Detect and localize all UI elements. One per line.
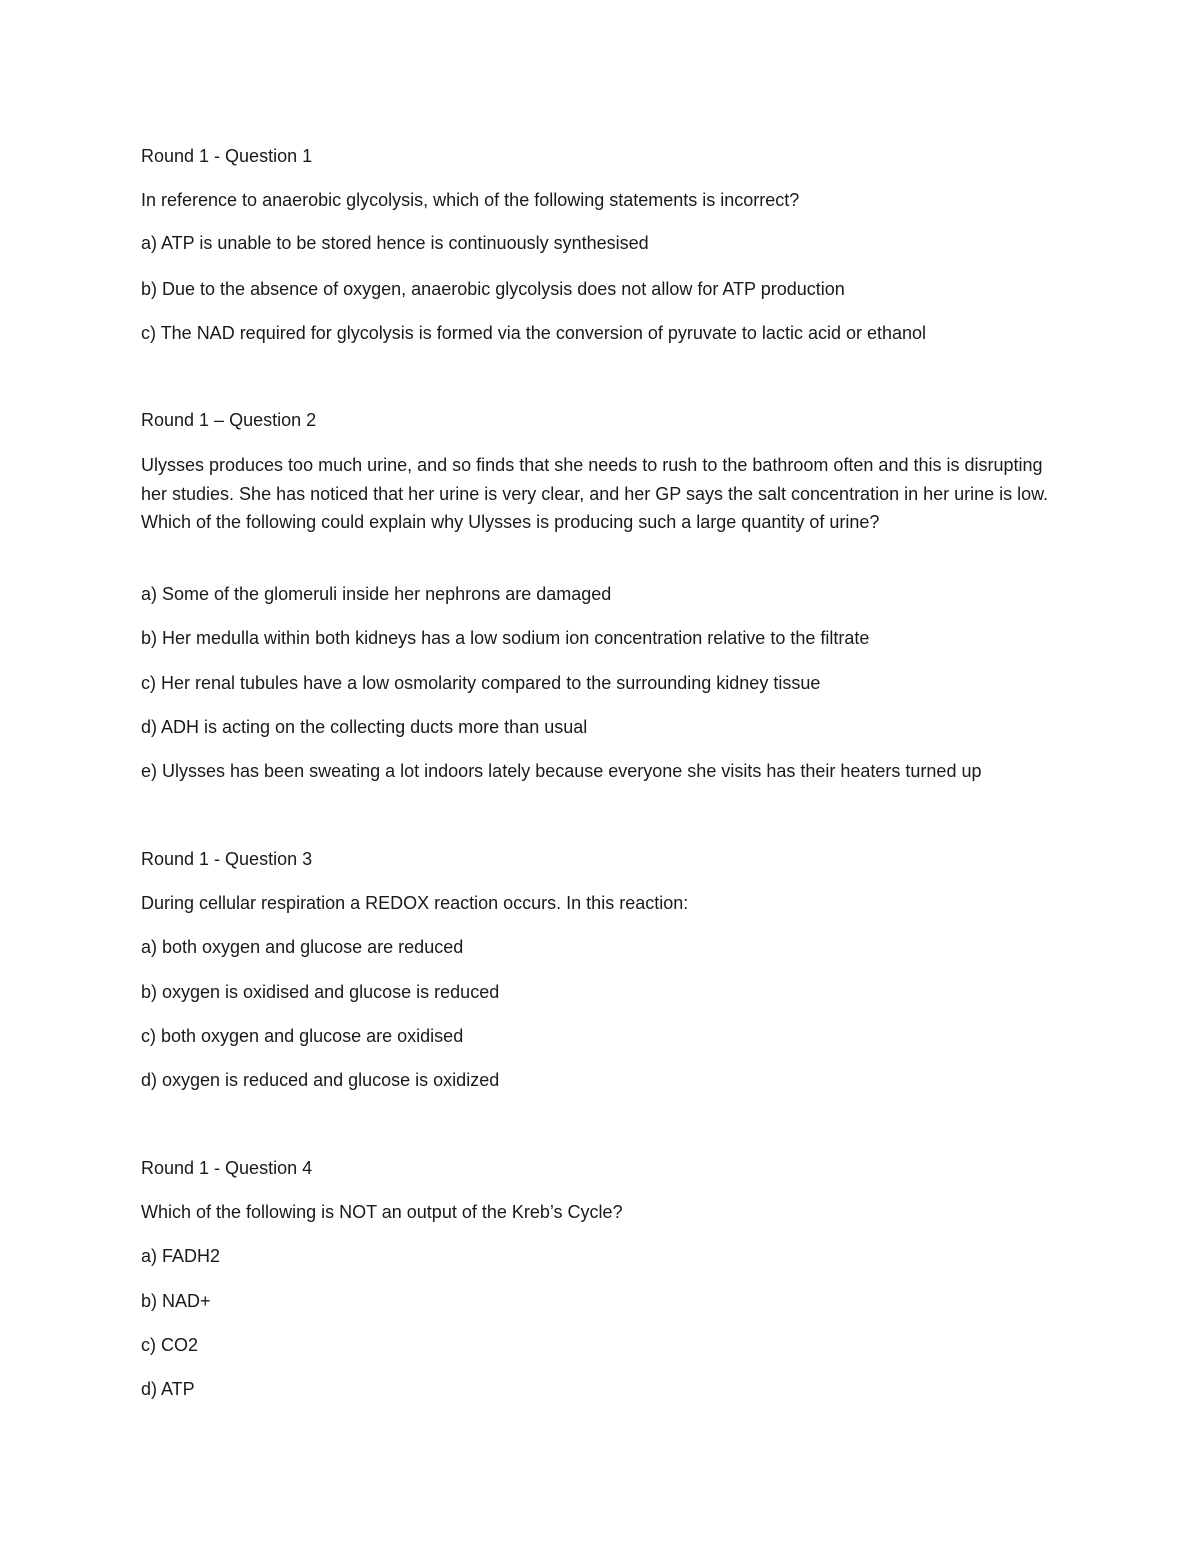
answer-option: a) ATP is unable to be stored hence is continuously synthesised [141, 233, 649, 253]
question-2-option-a [141, 580, 1071, 608]
answer-option: b) Her medulla within both kidneys has a low sodium ion concentration relative to the filtrate [141, 628, 870, 648]
answer-option: c) The NAD required for glycolysis is formed via the conversion of pyruvate to lactic acid or ethanol [141, 323, 927, 343]
question-prompt: Ulysses produces too much urine, and so finds that she needs to rush to the bathroom often and this is disrupting her studies. She has noticed that her urine is very clear, and her GP says the salt concentration in her urine is low. Which of the following could explain why Ulysses is producing such a large quantity of urine? [141, 455, 1049, 532]
question-2-option-e [141, 757, 1071, 785]
question-prompt: During cellular respiration a REDOX reaction occurs. In this reaction: [141, 893, 689, 913]
question-1-option-b [141, 275, 1071, 303]
question-3-option-c [141, 1022, 1071, 1050]
question-2-option-d [141, 713, 1071, 741]
answer-option: d) ATP [141, 1379, 195, 1399]
answer-option: b) Due to the absence of oxygen, anaerobic glycolysis does not allow for ATP production [141, 279, 845, 299]
question-2-option-b [141, 624, 1071, 652]
question-3-prompt-block [141, 889, 1071, 917]
question-2 [141, 406, 1071, 434]
answer-option: c) Her renal tubules have a low osmolarity compared to the surrounding kidney tissue [141, 673, 821, 693]
question-heading: Round 1 - Question 3 [141, 849, 313, 869]
question-1-option-c [141, 319, 1071, 347]
question-4-option-c [141, 1331, 1071, 1359]
question-3-option-b [141, 978, 1071, 1006]
question-3-option-d [141, 1066, 1071, 1094]
question-4-option-d [141, 1375, 1071, 1403]
answer-option: c) both oxygen and glucose are oxidised [141, 1026, 464, 1046]
answer-option: c) CO2 [141, 1335, 199, 1355]
answer-option: d) oxygen is reduced and glucose is oxidized [141, 1070, 500, 1090]
answer-option: e) Ulysses has been sweating a lot indoors lately because everyone she visits has their heaters turned up [141, 761, 982, 781]
question-4-option-a [141, 1242, 1071, 1270]
question-1 [141, 142, 1071, 170]
answer-option: a) Some of the glomeruli inside her nephrons are damaged [141, 584, 612, 604]
question-4-option-b [141, 1287, 1071, 1315]
answer-option: b) oxygen is oxidised and glucose is reduced [141, 982, 500, 1002]
answer-option: a) FADH2 [141, 1246, 221, 1266]
question-1-option-a [141, 229, 1071, 257]
answer-option: a) both oxygen and glucose are reduced [141, 937, 464, 957]
question-heading: Round 1 - Question 1 [141, 146, 313, 166]
question-1-prompt-block [141, 186, 1071, 214]
question-4 [141, 1154, 1071, 1182]
question-prompt: In reference to anaerobic glycolysis, which of the following statements is incorrect? [141, 190, 800, 210]
question-2-prompt-block [141, 451, 1066, 537]
question-heading: Round 1 – Question 2 [141, 410, 317, 430]
question-prompt: Which of the following is NOT an output of the Kreb’s Cycle? [141, 1202, 623, 1222]
question-4-prompt-block [141, 1198, 1071, 1226]
question-2-option-c [141, 669, 1071, 697]
question-3-option-a [141, 933, 1071, 961]
question-heading: Round 1 - Question 4 [141, 1158, 313, 1178]
question-3 [141, 845, 1071, 873]
answer-option: b) NAD+ [141, 1291, 211, 1311]
answer-option: d) ADH is acting on the collecting ducts more than usual [141, 717, 588, 737]
